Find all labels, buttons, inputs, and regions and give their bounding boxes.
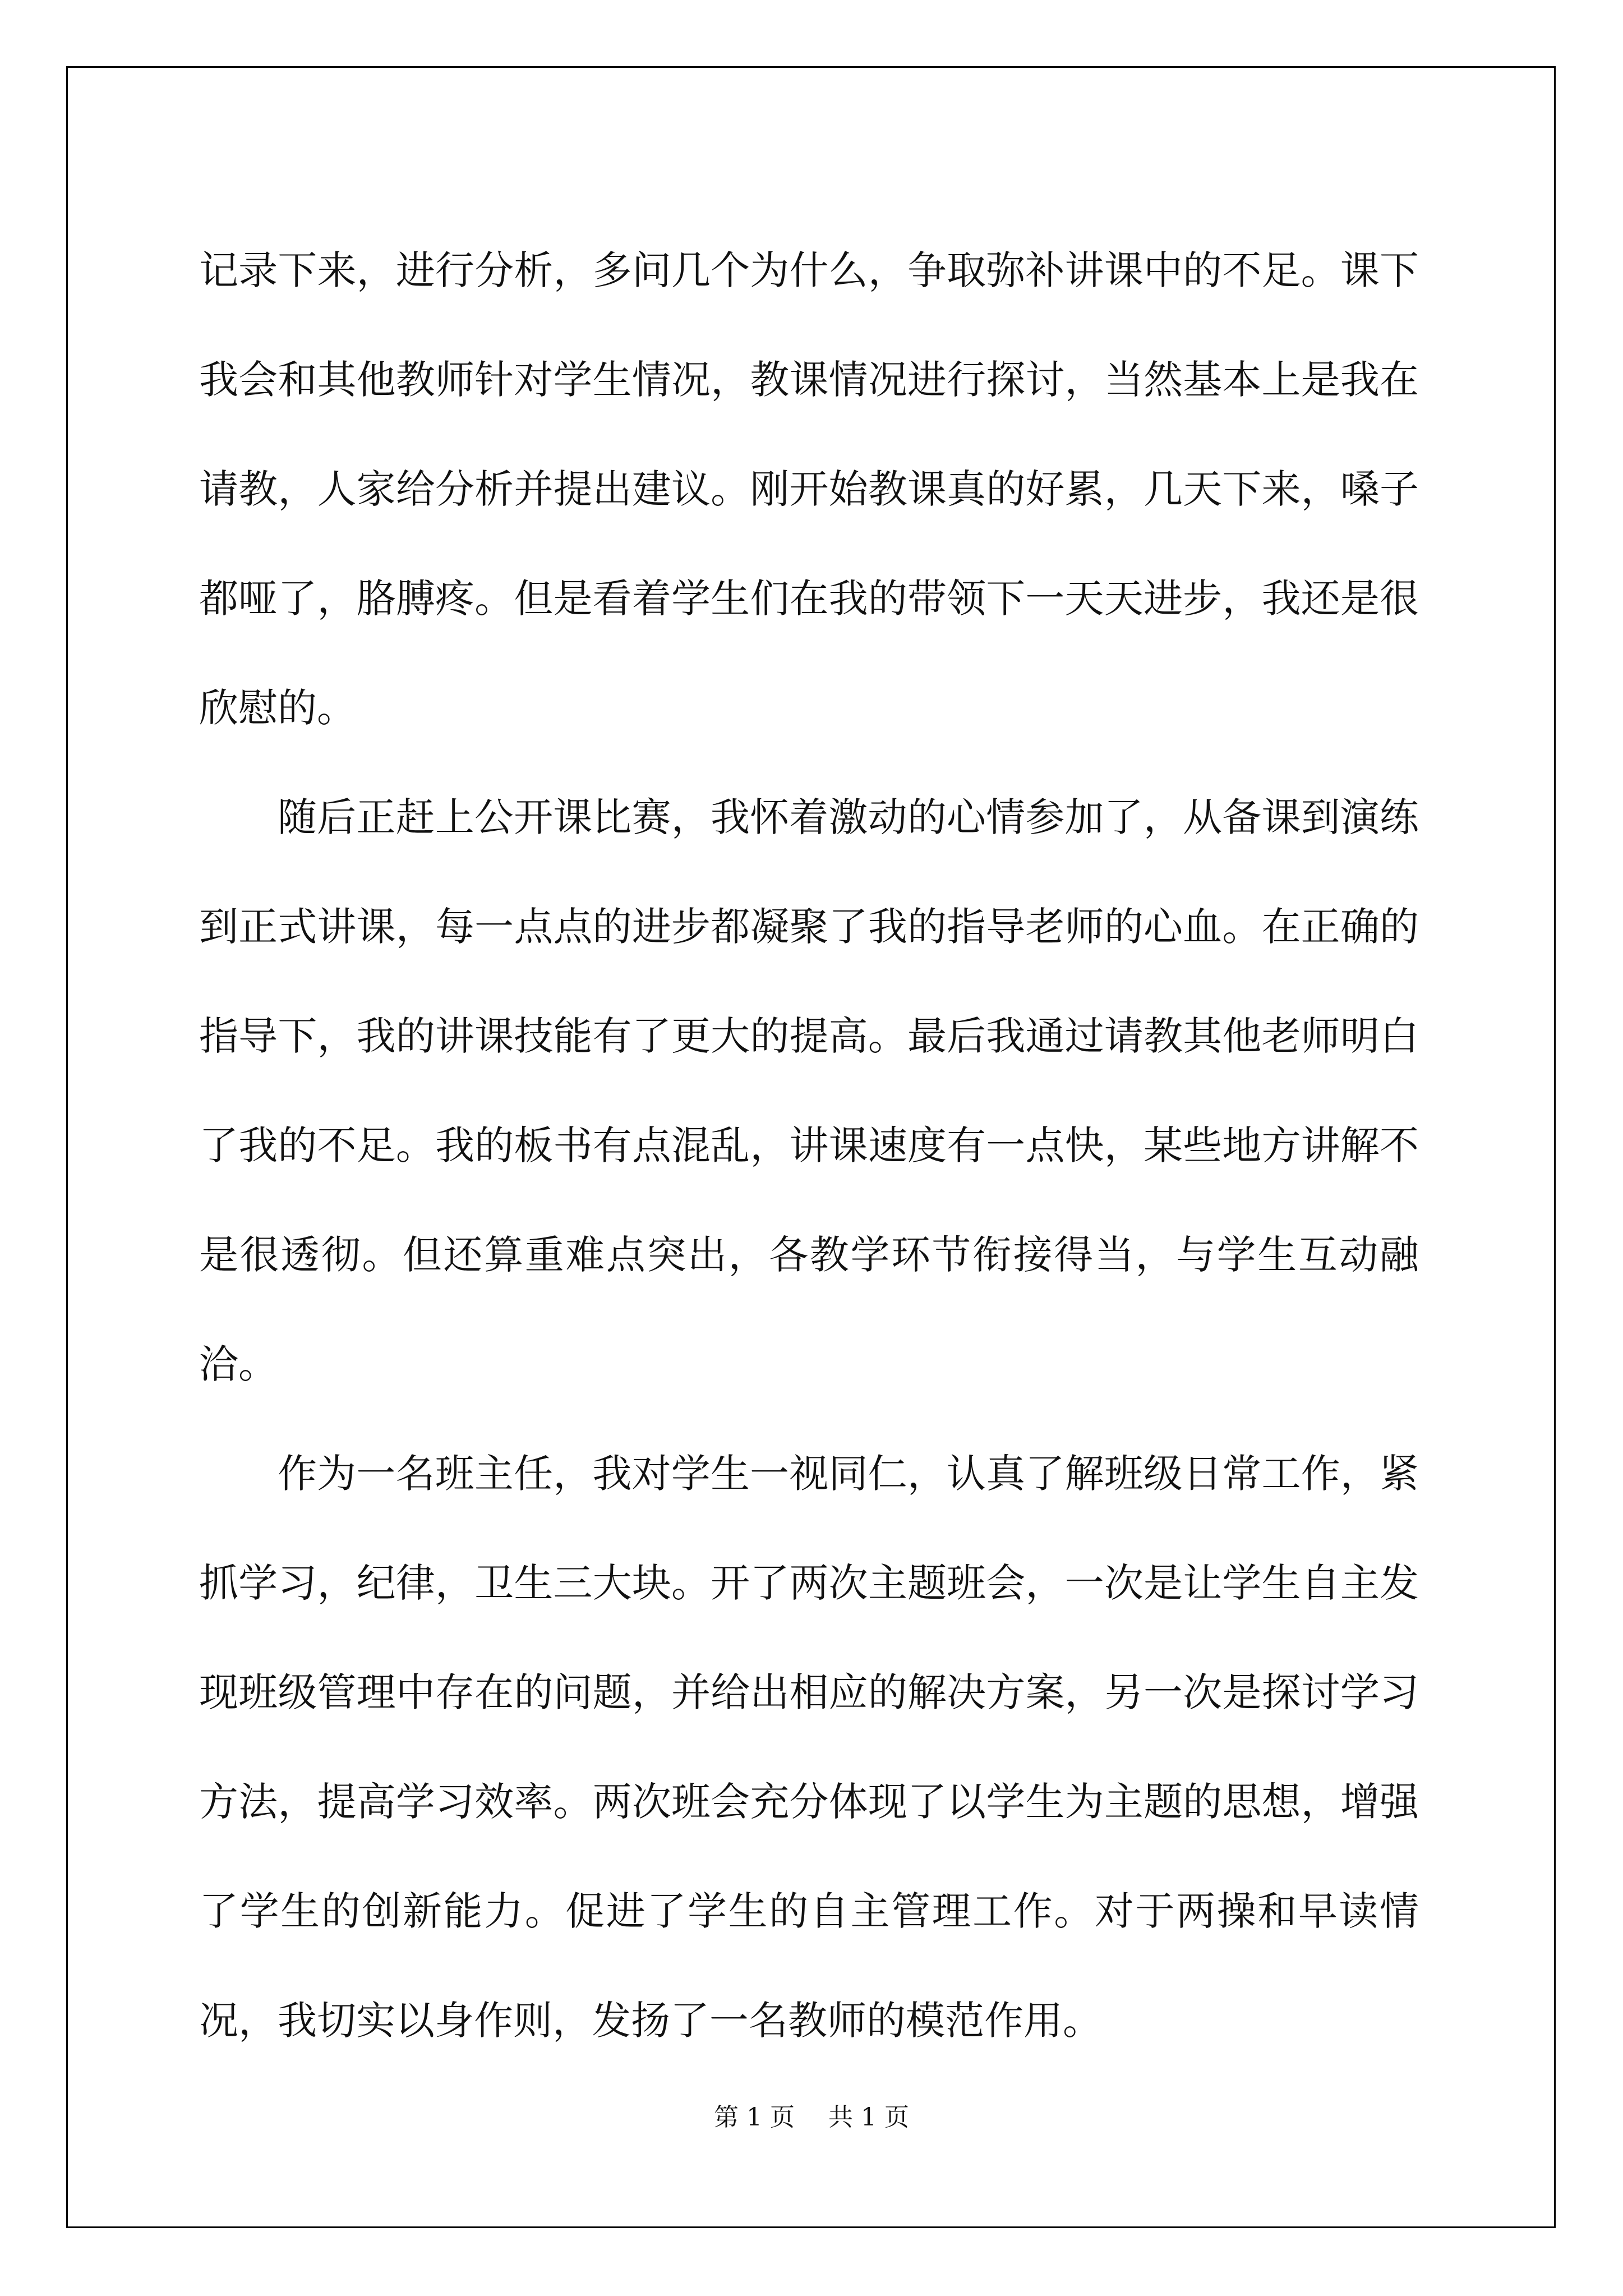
page-footer [0,2097,1623,2133]
paragraph-3: 作为一名班主任，我对学生一视同仁，认真了解班级日常工作，紧抓学习，纪律，卫生三大块。开了两次主题班会，一次是让学生自主发现班级管理中存在的问题，并给出相应的解决方案，另一次是探讨学习方法，提高学习效率。两次班会充分体现了以学生为主题的思想，增强了学生的创新能力。促进了学生的自主管理工作。对于两操和早读情况，我切实以身作则，发扬了一名教师的模范作用。 [199,1451,1419,2044]
page-number: 第 1 页 [714,2103,795,2132]
page-total: 共 1 页 [828,2103,909,2132]
paragraph-1: 记录下来，进行分析，多问几个为什么，争取弥补讲课中的不足。课下我会和其他教师针对学生情况，教课情况进行探讨，当然基本上是我在请教，人家给分析并提出建议。刚开始教课真的好累，几天下来，嗓子都哑了，胳膊疼。但是看着学生们在我的带领下一天天进步，我还是很欣慰的。 [199,247,1419,731]
paragraph-2: 随后正赶上公开课比赛，我怀着激动的心情参加了，从备课到演练到正式讲课，每一点点的进步都凝聚了我的指导老师的心血。在正确的指导下，我的讲课技能有了更大的提高。最后我通过请教其他老师明白了我的不足。我的板书有点混乱，讲课速度有一点快，某些地方讲解不是很透彻。但还算重难点突出，各教学环节衔接得当，与学生互动融洽。 [199,794,1419,1387]
document-body [199,216,1419,2076]
